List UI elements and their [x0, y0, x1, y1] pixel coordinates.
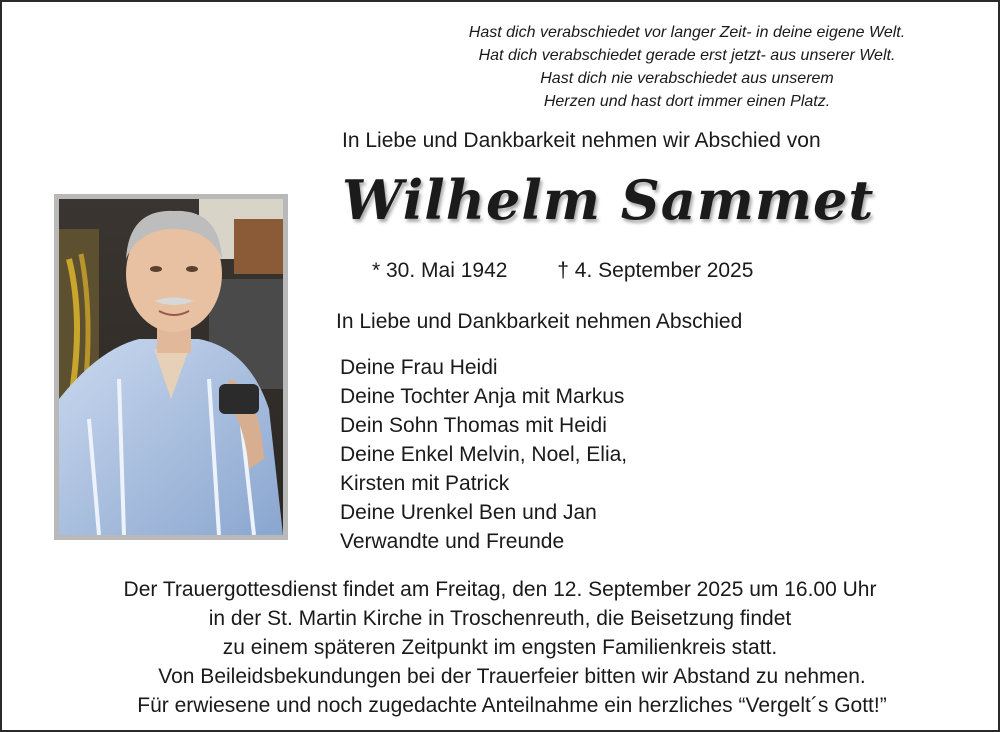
poem-line: Hat dich verabschiedet gerade erst jetzt- aus unserer Welt. [478, 47, 896, 64]
poem-line: Herzen und hast dort immer einen Platz. [543, 93, 831, 110]
family-member: Kirsten mit Patrick [340, 472, 510, 495]
family-list [340, 353, 627, 556]
life-dates [372, 259, 753, 283]
deceased-name: Wilhelm Sammet [342, 168, 875, 232]
portrait-photo [54, 194, 288, 540]
family-member: Dein Sohn Thomas mit Heidi [340, 414, 607, 437]
family-member: Deine Frau Heidi [340, 356, 498, 379]
family-member: Deine Tochter Anja mit Markus [340, 385, 625, 408]
closing-line: Für erwiesene und noch zugedachte Anteilnahme ein herzliches “Vergelt´s Gott!” [137, 694, 887, 717]
closing-line: Von Beileidsbekundungen bei der Trauerfeier bitten wir Abstand zu nehmen. [158, 665, 866, 688]
service-line: in der St. Martin Kirche in Troschenreuth, die Beisetzung findet [208, 607, 792, 630]
birth-date: * 30. Mai 1942 [372, 259, 508, 282]
poem [442, 21, 932, 113]
family-member: Deine Urenkel Ben und Jan [340, 501, 597, 524]
service-line: Der Trauergottesdienst findet am Freitag, den 12. September 2025 um 16.00 Uhr [123, 578, 877, 601]
death-date: † 4. September 2025 [557, 259, 754, 282]
intro-text: In Liebe und Dankbarkeit nehmen wir Abschied von [342, 129, 821, 152]
family-intro: In Liebe und Dankbarkeit nehmen Abschied [336, 310, 743, 333]
funeral-service-info [2, 575, 998, 662]
poem-line: Hast dich nie verabschiedet aus unserem [540, 70, 834, 87]
family-member: Verwandte und Freunde [340, 530, 565, 553]
service-line: zu einem späteren Zeitpunkt im engsten Familienkreis statt. [222, 636, 778, 659]
portrait-image [59, 199, 283, 535]
closing-text [2, 662, 1000, 720]
family-member: Deine Enkel Melvin, Noel, Elia, [340, 443, 628, 466]
poem-line: Hast dich verabschiedet vor langer Zeit- in deine eigene Welt. [468, 24, 906, 41]
